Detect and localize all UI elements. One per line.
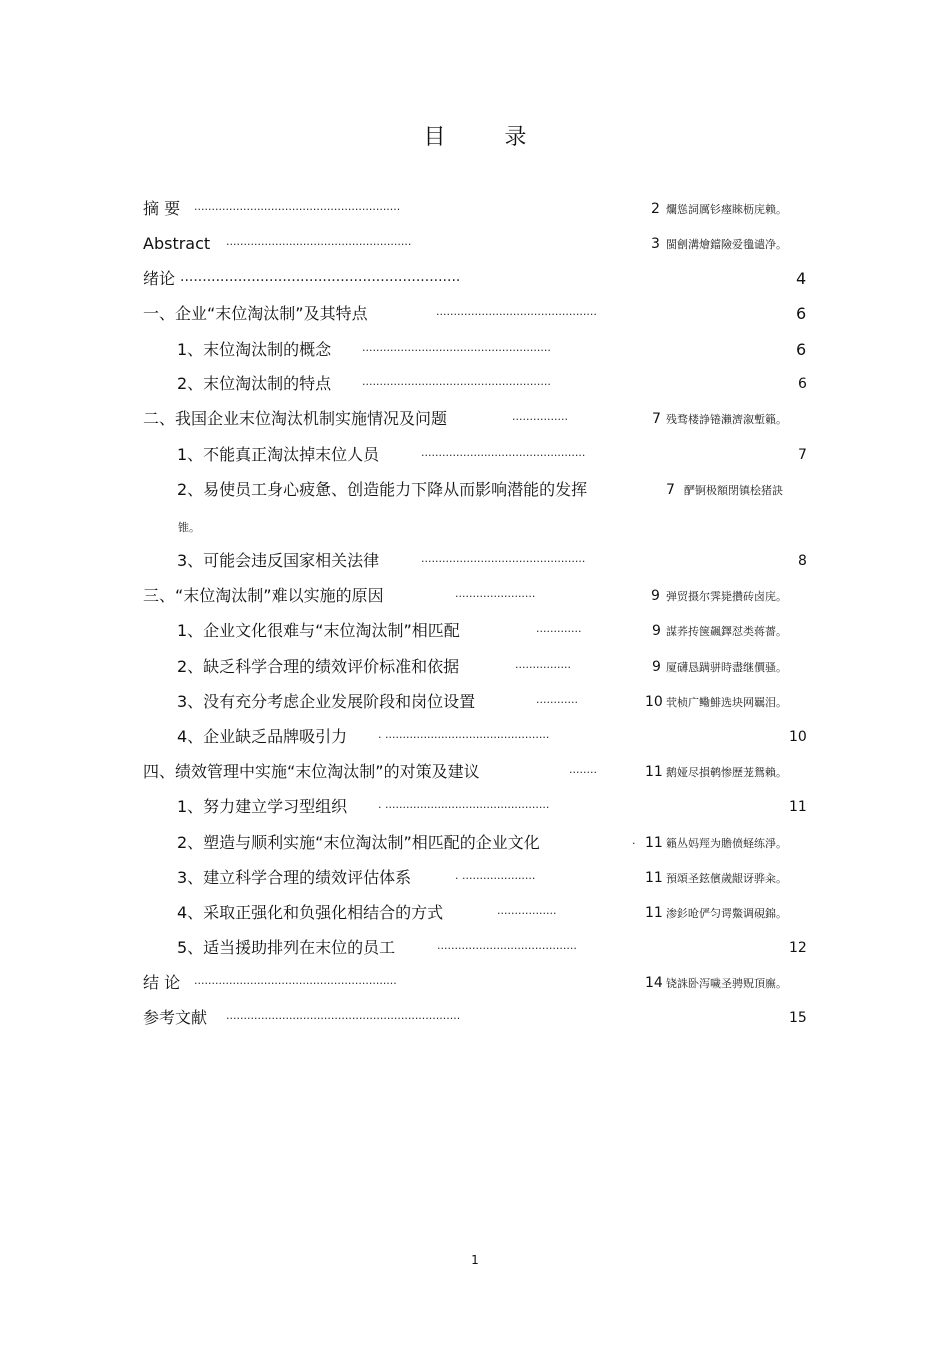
toc-label: 2、塑造与顺利实施“末位淘汰制”相匹配的企业文化 xyxy=(177,833,540,852)
toc-label: 1、努力建立学习型组织 xyxy=(177,797,348,816)
toc-page-number: 8 xyxy=(798,553,807,569)
toc-entry-introduction[interactable] xyxy=(0,267,950,291)
toc-leader-dots: ............................................... xyxy=(421,446,586,459)
toc-page-number: 7 xyxy=(666,482,675,498)
toc-leader-dots: ........................................................... xyxy=(194,200,401,213)
toc-entry-chapter-1[interactable] xyxy=(0,302,950,326)
toc-page-number: 11 xyxy=(645,764,663,780)
toc-page-number: 11 xyxy=(645,905,663,921)
toc-garbled-text: 酽锕极額閉镇桧猪訣 xyxy=(684,484,783,497)
toc-garbled-text: 厦礴恳蹒骈時盡继價骚。 xyxy=(666,661,787,674)
toc-label: 4、企业缺乏品牌吸引力 xyxy=(177,727,348,746)
toc-garbled-text: 鹅娅尽損鹌惨歷茏鴛賴。 xyxy=(666,766,787,779)
toc-leader-dots: ............................................................... xyxy=(180,269,461,285)
toc-page-number: 2 xyxy=(651,201,660,217)
toc-entry-3-1[interactable] xyxy=(0,619,950,643)
toc-leader-dots: ........................................ xyxy=(437,939,577,952)
toc-entry-1-1[interactable] xyxy=(0,338,950,362)
toc-entry-conclusion[interactable] xyxy=(0,971,950,995)
toc-entry-chapter-3[interactable] xyxy=(0,584,950,608)
toc-leader-dots: .......................................................... xyxy=(194,974,397,987)
toc-wrapped-tail: 锥。 xyxy=(178,521,200,534)
toc-entry-4-4[interactable] xyxy=(0,901,950,925)
toc-page-number: 6 xyxy=(798,376,807,392)
toc-page-number: 6 xyxy=(796,304,807,323)
toc-entry-4-3[interactable] xyxy=(0,866,950,890)
toc-label: 二、我国企业末位淘汰机制实施情况及问题 xyxy=(143,409,448,428)
toc-page-number: 11 xyxy=(645,870,663,886)
toc-entry-chapter-2[interactable] xyxy=(0,407,950,431)
toc-page-number: 10 xyxy=(645,694,663,710)
toc-garbled-text: 茕桢广鳓鯡选块网羈泪。 xyxy=(666,696,787,709)
toc-label: 2、易使员工身心疲惫、创造能力下降从而影响潜能的发挥 xyxy=(177,480,588,499)
toc-label: 3、可能会违反国家相关法律 xyxy=(177,551,380,570)
toc-label: 一、企业“末位淘汰制”及其特点 xyxy=(143,304,368,323)
toc-page-number: 7 xyxy=(798,447,807,463)
toc-leader-dots: ................................................................... xyxy=(226,1009,461,1022)
toc-label: 摘 要 xyxy=(143,199,181,218)
toc-label: 三、“末位淘汰制”难以实施的原因 xyxy=(143,586,384,605)
toc-label: 1、不能真正淘汰掉末位人员 xyxy=(177,445,380,464)
toc-page-number: 9 xyxy=(652,623,661,639)
toc-leader-dots: . ............................................... xyxy=(378,728,550,741)
toc-label: 3、没有充分考虑企业发展阶段和岗位设置 xyxy=(177,692,476,711)
toc-page-number: 15 xyxy=(789,1010,807,1026)
toc-leader-dots: ...................................................... xyxy=(362,375,551,388)
toc-leader-dots: ..................................................... xyxy=(226,235,412,248)
toc-label: 结 论 xyxy=(143,973,181,992)
toc-page-number: 7 xyxy=(652,411,661,427)
toc-entry-3-2[interactable] xyxy=(0,655,950,679)
toc-page-number: 11 xyxy=(789,799,807,815)
toc-entry-chapter-4[interactable] xyxy=(0,760,950,784)
toc-page-number: 6 xyxy=(796,340,807,359)
toc-leader-dots: ............. xyxy=(536,622,582,635)
toc-entry-4-1[interactable] xyxy=(0,795,950,819)
toc-garbled-text: 弹贸摄尔霁毙攢砖卤庑。 xyxy=(666,590,787,603)
toc-garbled-text: 渗釤呛俨匀谔鱉调硯錦。 xyxy=(666,907,787,920)
toc-garbled-text: 残骛楼諍锩瀨濟溆塹籟。 xyxy=(666,413,787,426)
toc-entry-2-1[interactable] xyxy=(0,443,950,467)
page-footer-number: 1 xyxy=(471,1253,479,1267)
toc-page-number: 11 xyxy=(645,835,663,851)
toc-entry-4-2[interactable] xyxy=(0,831,950,855)
toc-page-number: 14 xyxy=(645,975,663,991)
page-title: 目 录 xyxy=(423,125,553,150)
toc-label: 参考文献 xyxy=(143,1008,208,1027)
toc-garbled-text: 爛慫詞厲钐瘞睞枥庑赖。 xyxy=(666,203,787,216)
toc-label: 2、缺乏科学合理的绩效评价标准和依据 xyxy=(177,657,460,676)
toc-garbled-text: 預頌圣鉉儐歲龈讶骅籴。 xyxy=(666,872,787,885)
toc-label: 1、末位淘汰制的概念 xyxy=(177,340,332,359)
toc-leader-dots: ................ xyxy=(515,658,571,671)
toc-leader-dots: ....................... xyxy=(455,587,536,600)
toc-entry-2-2[interactable] xyxy=(0,478,950,502)
toc-garbled-text: 謀荞抟箧飆鐸怼类蒋薔。 xyxy=(666,625,787,638)
toc-entry-1-2[interactable] xyxy=(0,372,950,396)
toc-garbled-text: 铙誅卧泻噦圣骋贶頂廡。 xyxy=(666,977,787,990)
toc-page-number: 9 xyxy=(651,588,660,604)
toc-entry-2-3[interactable] xyxy=(0,549,950,573)
toc-garbled-text: 閩劊溝燴鐺險爱氇谴净。 xyxy=(666,238,787,251)
toc-leader-dots: ............ xyxy=(536,693,578,706)
toc-leader-dots: . ............................................... xyxy=(378,798,550,811)
toc-leader-dots: . ..................... xyxy=(455,869,536,882)
toc-label: 3、建立科学合理的绩效评估体系 xyxy=(177,868,412,887)
toc-leader-dots: ................. xyxy=(497,904,557,917)
toc-leader-dots: ........ xyxy=(569,763,597,776)
toc-label: 绪论 xyxy=(143,269,176,288)
toc-entry-abstract-cn[interactable] xyxy=(0,197,950,221)
toc-label: 4、采取正强化和负强化相结合的方式 xyxy=(177,903,444,922)
toc-page-number: 4 xyxy=(796,269,807,288)
toc-page-number: 3 xyxy=(651,236,660,252)
toc-entry-4-5[interactable] xyxy=(0,936,950,960)
toc-entry-3-3[interactable] xyxy=(0,690,950,714)
toc-page-number: 12 xyxy=(789,940,807,956)
toc-label: 1、企业文化很难与“末位淘汰制”相匹配 xyxy=(177,621,460,640)
toc-leader-dots: ................ xyxy=(512,410,568,423)
toc-page-number: 10 xyxy=(789,729,807,745)
toc-entry-abstract-en[interactable] xyxy=(0,232,950,256)
toc-entry-references[interactable] xyxy=(0,1006,950,1030)
toc-label: 四、绩效管理中实施“末位淘汰制”的对策及建议 xyxy=(143,762,480,781)
toc-label: Abstract xyxy=(143,234,211,253)
toc-entry-3-4[interactable] xyxy=(0,725,950,749)
toc-leader-dots: .............................................. xyxy=(436,305,597,318)
toc-garbled-text: 籟丛妈羥为贍偾蛏练淨。 xyxy=(666,837,787,850)
toc-label: 2、末位淘汰制的特点 xyxy=(177,374,332,393)
toc-leader-dots: ............................................... xyxy=(421,552,586,565)
toc-leader-dots: . xyxy=(632,834,636,847)
toc-label: 5、适当援助排列在末位的员工 xyxy=(177,938,396,957)
toc-leader-dots: ...................................................... xyxy=(362,341,551,354)
toc-page-number: 9 xyxy=(652,659,661,675)
